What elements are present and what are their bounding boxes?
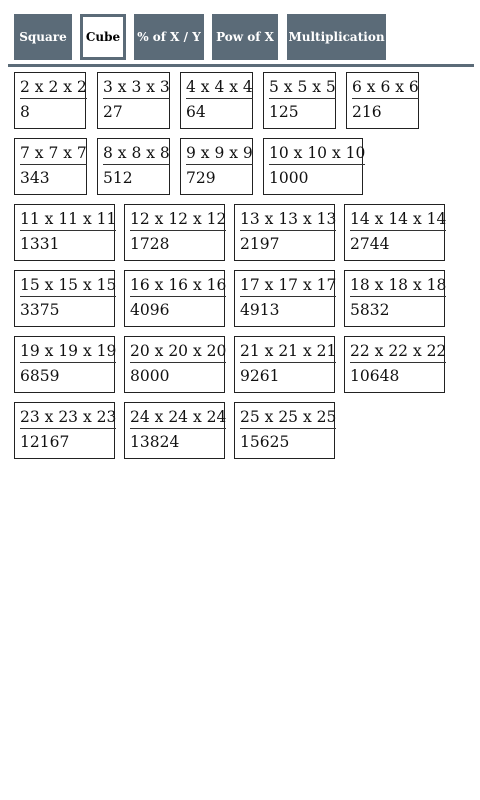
cube-card[interactable] [234, 402, 335, 459]
cube-expression: 5 x 5 x 5 [269, 77, 336, 99]
cube-card[interactable] [14, 72, 86, 129]
cube-expression: 25 x 25 x 25 [240, 407, 336, 429]
cube-result: 13824 [130, 433, 180, 451]
cube-card[interactable] [14, 270, 115, 327]
cube-card[interactable] [14, 138, 87, 195]
cube-card[interactable] [14, 336, 115, 393]
cube-card[interactable] [263, 138, 366, 195]
cube-result: 729 [186, 169, 216, 187]
cube-card[interactable] [344, 336, 445, 393]
cube-card[interactable] [234, 270, 335, 327]
cube-result: 2744 [350, 235, 390, 253]
cube-card[interactable] [346, 72, 419, 129]
cube-result: 10648 [350, 367, 400, 385]
cube-result: 1728 [130, 235, 170, 253]
cube-result: 27 [103, 103, 123, 121]
cube-expression: 13 x 13 x 13 [240, 209, 336, 231]
cube-expression: 24 x 24 x 24 [130, 407, 226, 429]
cube-result: 9261 [240, 367, 280, 385]
cube-card[interactable] [14, 204, 115, 261]
cube-expression: 22 x 22 x 22 [350, 341, 446, 363]
cube-card[interactable] [344, 204, 445, 261]
cube-expression: 7 x 7 x 7 [20, 143, 87, 165]
cube-card[interactable] [124, 402, 225, 459]
cube-result: 15625 [240, 433, 290, 451]
tab-multiplication[interactable]: Multiplication [287, 14, 386, 60]
cube-result: 125 [269, 103, 299, 121]
tab-percent-of-x-y[interactable]: % of X / Y [134, 14, 204, 60]
cube-expression: 23 x 23 x 23 [20, 407, 116, 429]
cube-expression: 12 x 12 x 12 [130, 209, 226, 231]
cube-expression: 10 x 10 x 10 [269, 143, 365, 165]
cube-expression: 2 x 2 x 2 [20, 77, 87, 99]
cube-expression: 15 x 15 x 15 [20, 275, 116, 297]
cube-result: 12167 [20, 433, 70, 451]
cube-card[interactable] [263, 72, 336, 129]
cube-card[interactable] [234, 336, 335, 393]
cube-result: 64 [186, 103, 206, 121]
cube-expression: 19 x 19 x 19 [20, 341, 116, 363]
cube-card[interactable] [14, 402, 115, 459]
cube-expression: 4 x 4 x 4 [186, 77, 253, 99]
cube-expression: 21 x 21 x 21 [240, 341, 336, 363]
tab-square[interactable]: Square [14, 14, 72, 60]
cube-result: 216 [352, 103, 382, 121]
tab-pow-of-x[interactable]: Pow of X [212, 14, 278, 60]
cube-expression: 17 x 17 x 17 [240, 275, 336, 297]
tab-cube[interactable]: Cube [80, 14, 126, 60]
cube-card[interactable] [97, 72, 170, 129]
cube-expression: 9 x 9 x 9 [186, 143, 253, 165]
cube-expression: 20 x 20 x 20 [130, 341, 226, 363]
tab-bar [0, 0, 480, 68]
tab-bar-divider [8, 64, 474, 67]
cube-result: 8000 [130, 367, 170, 385]
cube-result: 512 [103, 169, 133, 187]
cube-result: 4096 [130, 301, 170, 319]
cube-result: 5832 [350, 301, 390, 319]
cube-expression: 8 x 8 x 8 [103, 143, 170, 165]
cube-card[interactable] [97, 138, 170, 195]
cube-result: 2197 [240, 235, 280, 253]
cube-expression: 16 x 16 x 16 [130, 275, 226, 297]
cube-result: 3375 [20, 301, 60, 319]
cube-expression: 11 x 11 x 11 [20, 209, 116, 231]
cube-card[interactable] [124, 336, 225, 393]
cube-expression: 3 x 3 x 3 [103, 77, 170, 99]
cube-result: 343 [20, 169, 50, 187]
cube-card[interactable] [124, 204, 225, 261]
cube-card[interactable] [180, 138, 253, 195]
cube-result: 4913 [240, 301, 280, 319]
cube-result: 1000 [269, 169, 309, 187]
cube-card[interactable] [124, 270, 225, 327]
cube-card[interactable] [344, 270, 445, 327]
cube-result: 1331 [20, 235, 60, 253]
cube-result: 6859 [20, 367, 60, 385]
cube-expression: 18 x 18 x 18 [350, 275, 446, 297]
cube-card[interactable] [180, 72, 253, 129]
cube-card[interactable] [234, 204, 335, 261]
cube-expression: 14 x 14 x 14 [350, 209, 446, 231]
cube-expression: 6 x 6 x 6 [352, 77, 419, 99]
cube-result: 8 [20, 103, 30, 121]
